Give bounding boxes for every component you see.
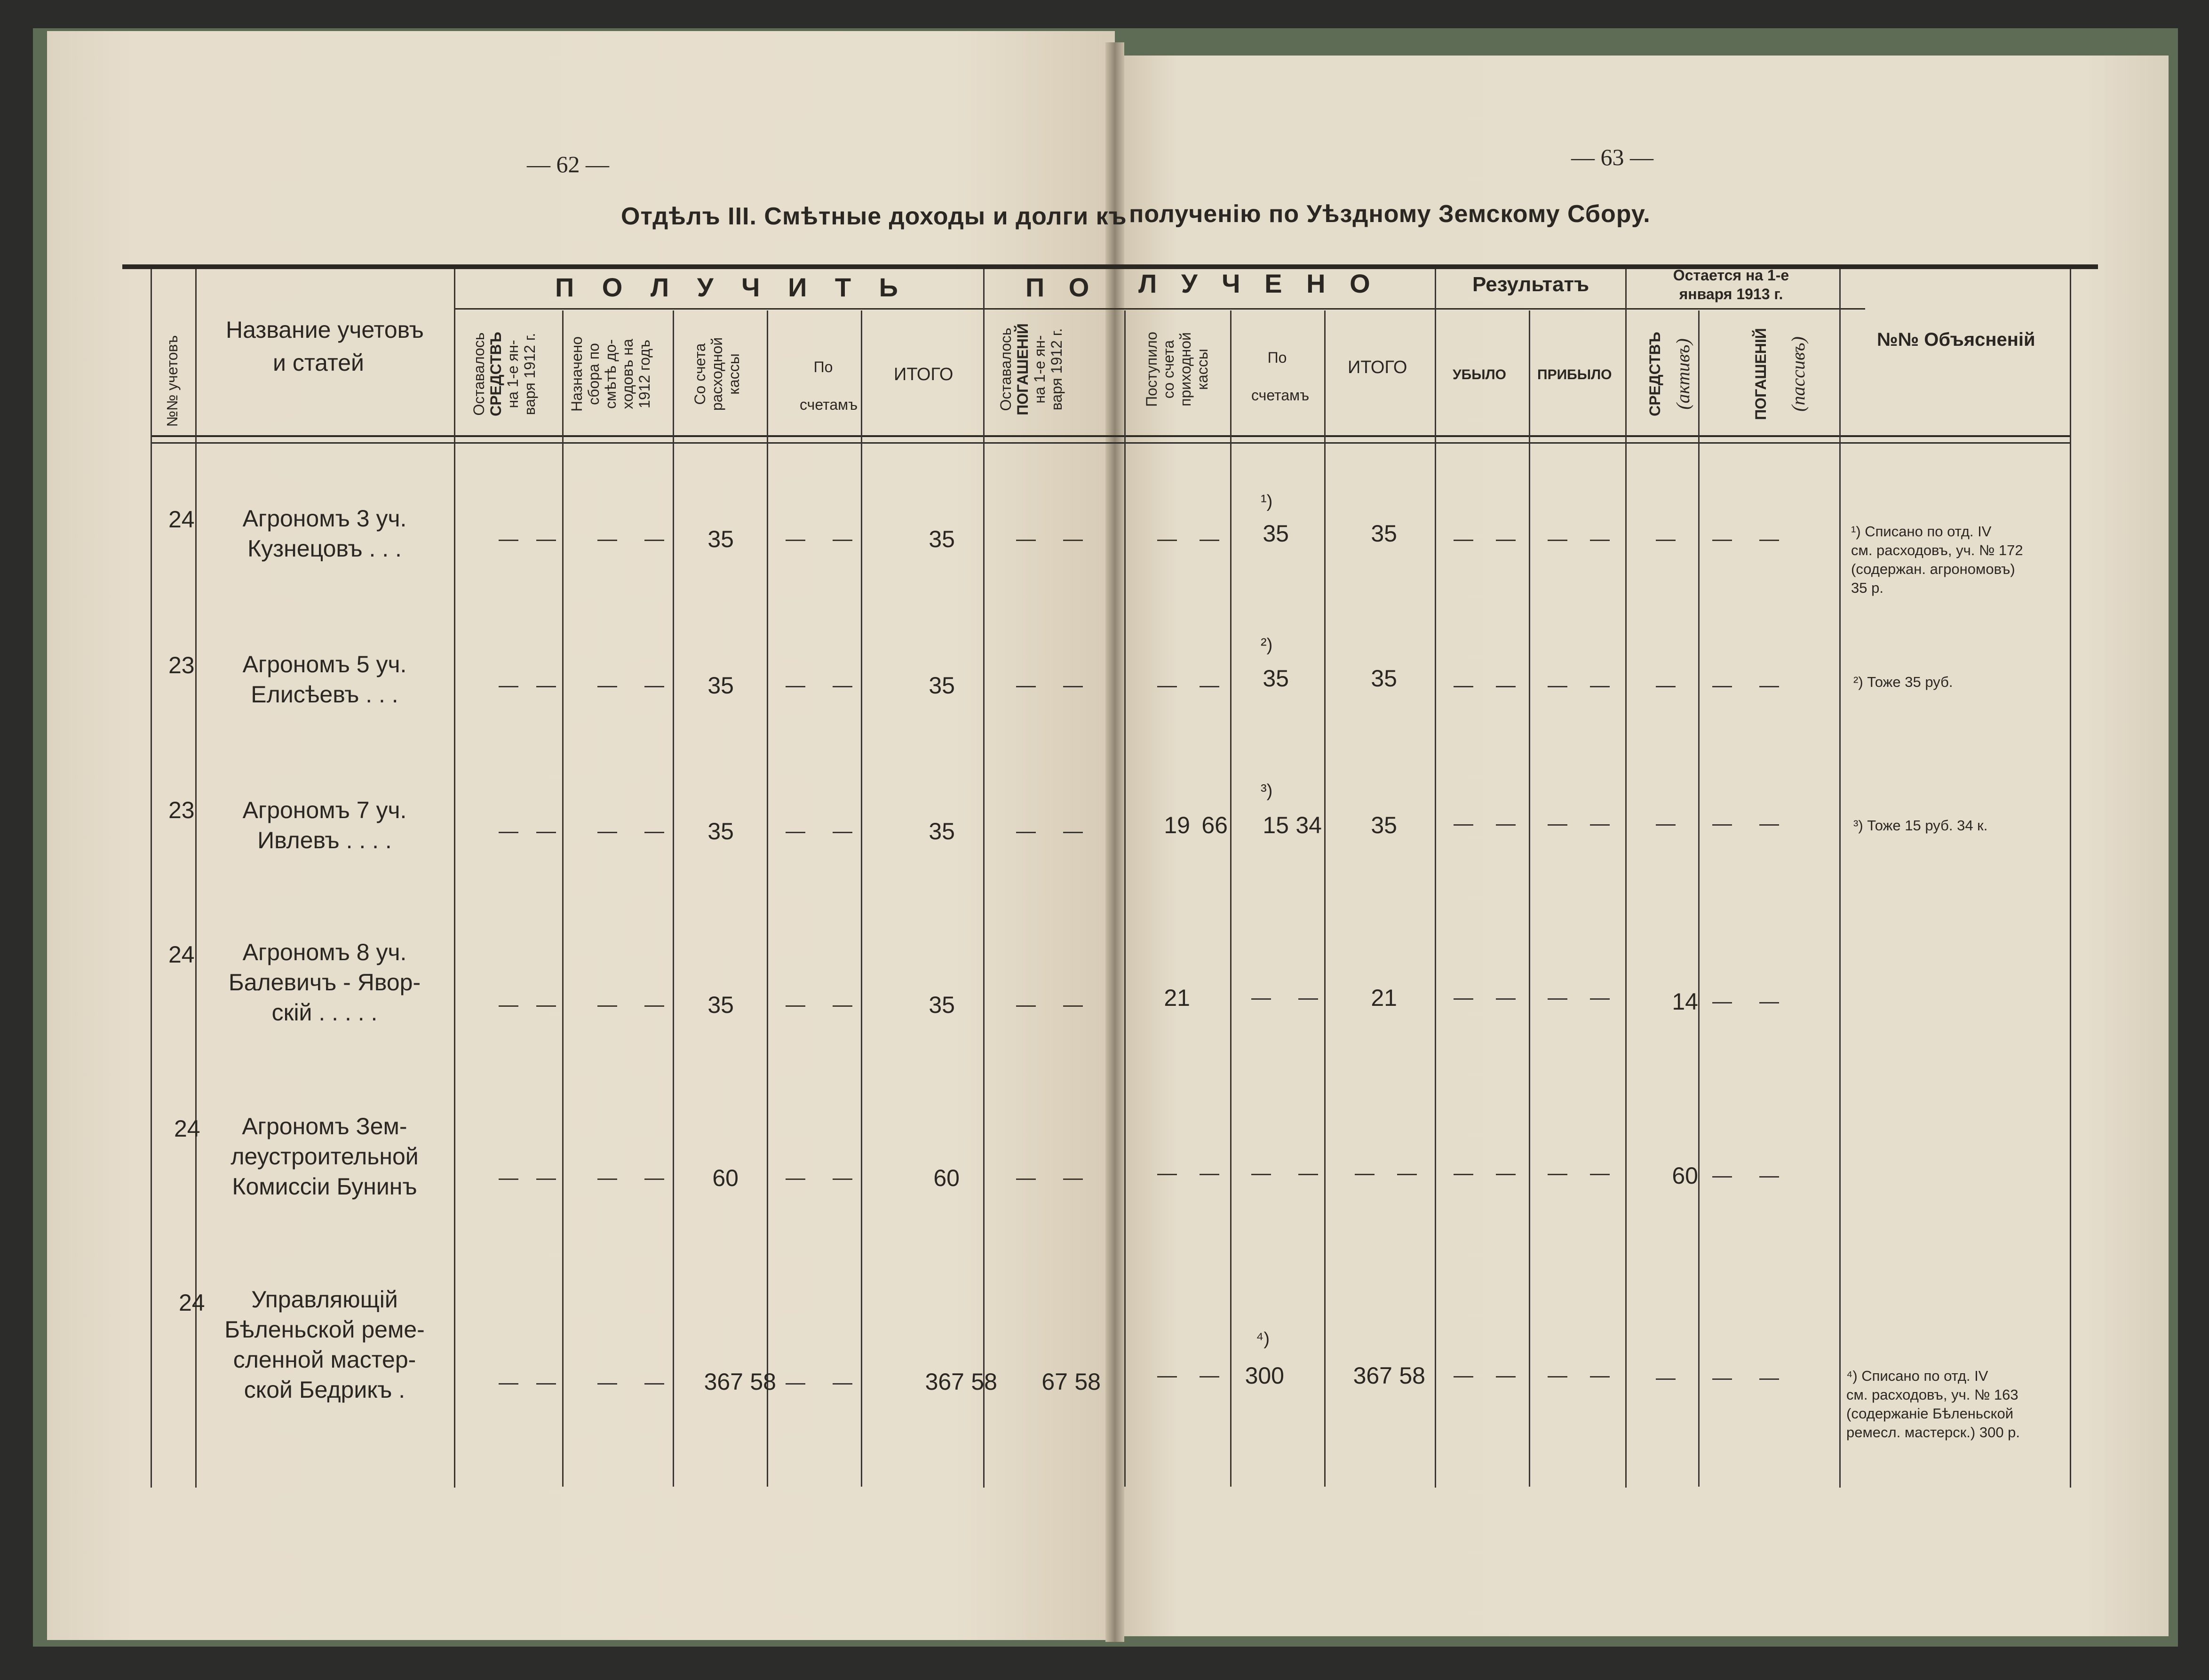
- empty-dash: [1712, 1176, 1732, 1178]
- col-rule: [1625, 269, 1627, 1488]
- empty-dash: [1063, 540, 1083, 541]
- empty-dash: [1656, 824, 1676, 826]
- empty-dash: [499, 1005, 518, 1007]
- empty-dash: [1157, 540, 1177, 541]
- row-total2: 35: [1371, 812, 1397, 838]
- header-remained-means: Оставалось СРЕДСТВЪ на 1-е ян- варя 1912 г.: [470, 332, 538, 416]
- page-number-left: — 62 —: [527, 151, 609, 177]
- header-assigned: Назначено сбора по смѣтѣ до- ходовъ на 1912 годъ: [568, 336, 653, 412]
- row-note: ¹) Списано по отд. IV см. расходовъ, уч. № 172 (содержан. агрономовъ) 35 р.: [1851, 523, 2023, 596]
- row-acct: 24: [168, 506, 195, 533]
- header-group-received-b: Л У Ч Е Н О: [1138, 269, 1379, 298]
- empty-dash: [499, 540, 518, 541]
- col-rule: [673, 311, 674, 1487]
- empty-dash: [499, 1383, 518, 1385]
- row-note: ³) Тоже 15 руб. 34 к.: [1853, 817, 1988, 834]
- empty-dash: [1251, 1174, 1271, 1175]
- table-right-border: [2070, 269, 2071, 1488]
- header-means: СРЕДСТВЪ: [1646, 332, 1663, 416]
- header-bottom-rule-2: [151, 442, 2070, 444]
- empty-dash: [1016, 540, 1036, 541]
- empty-dash: [1712, 686, 1732, 687]
- header-total-2: ИТОГО: [1348, 358, 1407, 377]
- row-cash: 60: [712, 1165, 739, 1191]
- empty-dash: [597, 1178, 617, 1180]
- row-name: Агрономъ 8 уч. Балевичъ - Явор- скій . . . . .: [228, 939, 421, 1026]
- row-cash: 35: [707, 992, 734, 1018]
- row-acct: 23: [168, 652, 195, 678]
- empty-dash: [1759, 540, 1779, 541]
- row-acct: 24: [179, 1290, 205, 1316]
- empty-dash: [786, 1383, 805, 1385]
- row-repay-kop: 58: [1074, 1369, 1101, 1395]
- empty-dash: [1496, 1174, 1516, 1175]
- col-rule: [454, 269, 455, 1488]
- empty-dash: [1590, 686, 1610, 687]
- empty-dash: [536, 1005, 556, 1007]
- empty-dash: [499, 832, 518, 833]
- empty-dash: [1712, 1378, 1732, 1380]
- empty-dash: [644, 1383, 664, 1385]
- header-name-line2: и статей: [273, 350, 364, 376]
- col-rule: [1529, 311, 1530, 1487]
- empty-dash: [1298, 1174, 1318, 1175]
- empty-dash: [499, 686, 518, 687]
- row-means: 14: [1672, 988, 1698, 1015]
- group-rule-1: [454, 308, 1865, 310]
- header-gain: ПРИБЫЛО: [1537, 367, 1612, 382]
- row-name: Агрономъ 3 уч. Кузнецовъ . . .: [242, 505, 407, 562]
- row-total2-kop: 58: [1399, 1362, 1425, 1389]
- empty-dash: [1548, 824, 1567, 826]
- empty-dash: [1548, 998, 1567, 1000]
- header-group-result: Результатъ: [1472, 273, 1589, 296]
- header-total-1: ИТОГО: [894, 365, 954, 384]
- empty-dash: [1656, 1378, 1676, 1380]
- empty-dash: [1063, 1178, 1083, 1180]
- empty-dash: [499, 1178, 518, 1180]
- row-cash: 35: [707, 672, 734, 699]
- empty-dash: [597, 540, 617, 541]
- empty-dash: [1454, 1376, 1473, 1377]
- row-income: 19: [1164, 812, 1190, 838]
- page-number-right: — 63 —: [1571, 144, 1653, 170]
- row-total2: 35: [1371, 520, 1397, 547]
- header-remained-repay: Оставалось ПОГАШЕНІЙ на 1-е ян- варя 1912 г.: [997, 323, 1065, 415]
- row-repay: 67: [1041, 1369, 1068, 1395]
- row-total1: 35: [929, 818, 955, 844]
- empty-dash: [1063, 832, 1083, 833]
- row-total1: 35: [929, 672, 955, 699]
- footnote-mark: ³): [1261, 781, 1273, 801]
- row-note: ⁴) Списано по отд. IV см. расходовъ, уч. № 163 (содержаніе Бѣленьской ремесл. мастерск.) 300 р.: [1846, 1368, 2020, 1441]
- row-by-acc: 15: [1263, 812, 1289, 838]
- header-bottom-rule: [151, 435, 2070, 437]
- empty-dash: [1496, 540, 1516, 541]
- empty-dash: [1063, 686, 1083, 687]
- header-notes: №№ Объясненій: [1877, 329, 2035, 350]
- row-by-acc-kop: 34: [1295, 812, 1322, 838]
- header-by-accounts-2: По счетамъ: [1251, 349, 1310, 404]
- row-acct: 24: [174, 1115, 200, 1142]
- empty-dash: [597, 1383, 617, 1385]
- empty-dash: [1454, 1174, 1473, 1175]
- footnote-mark: ¹): [1261, 492, 1273, 511]
- footnote-mark: ²): [1261, 635, 1273, 655]
- empty-dash: [1016, 832, 1036, 833]
- row-total2: 35: [1371, 665, 1397, 692]
- empty-dash: [1298, 998, 1318, 1000]
- empty-dash: [1157, 1376, 1177, 1377]
- header-by-accounts-1: По счетамъ: [800, 358, 858, 413]
- empty-dash: [833, 686, 852, 687]
- empty-dash: [536, 1178, 556, 1180]
- empty-dash: [1759, 1002, 1779, 1003]
- empty-dash: [1590, 540, 1610, 541]
- empty-dash: [644, 686, 664, 687]
- empty-dash: [1712, 1002, 1732, 1003]
- empty-dash: [1712, 824, 1732, 826]
- empty-dash: [1712, 540, 1732, 541]
- empty-dash: [1200, 1174, 1219, 1175]
- empty-dash: [597, 1005, 617, 1007]
- empty-dash: [1759, 1176, 1779, 1178]
- row-name: Агрономъ Зем- леустроительной Комиссіи Бунинъ: [230, 1113, 419, 1200]
- empty-dash: [1656, 686, 1676, 687]
- empty-dash: [833, 1178, 852, 1180]
- empty-dash: [786, 540, 805, 541]
- table-left-border: [151, 269, 152, 1488]
- col-rule: [767, 311, 768, 1487]
- row-by-acc: 35: [1263, 520, 1289, 547]
- row-total1: 367: [925, 1369, 964, 1395]
- header-group-receive: П О Л У Ч И Т Ь: [555, 272, 908, 302]
- empty-dash: [1590, 1376, 1610, 1377]
- empty-dash: [1454, 540, 1473, 541]
- header-repay: ПОГАШЕНІЙ: [1752, 328, 1769, 420]
- row-acct: 24: [168, 941, 195, 968]
- empty-dash: [1590, 998, 1610, 1000]
- row-name: Управляющій Бѣленьской реме- сленной мастер- ской Бедрикъ .: [224, 1286, 425, 1403]
- row-note: ²) Тоже 35 руб.: [1853, 674, 1953, 690]
- empty-dash: [833, 1005, 852, 1007]
- empty-dash: [1016, 1178, 1036, 1180]
- empty-dash: [1454, 686, 1473, 687]
- empty-dash: [1496, 998, 1516, 1000]
- empty-dash: [1496, 1376, 1516, 1377]
- empty-dash: [1157, 686, 1177, 687]
- empty-dash: [644, 540, 664, 541]
- section-title-left: Отдѣлъ III. Смѣтные доходы и долги къ: [621, 203, 1127, 230]
- empty-dash: [1397, 1174, 1417, 1175]
- empty-dash: [536, 686, 556, 687]
- empty-dash: [1251, 998, 1271, 1000]
- empty-dash: [833, 1383, 852, 1385]
- empty-dash: [1496, 824, 1516, 826]
- section-title-right: полученію по Уѣздному Земскому Сбору.: [1129, 200, 1651, 228]
- header-passive: (пассивъ): [1788, 336, 1809, 412]
- row-name: Агрономъ 7 уч. Ивлевъ . . . .: [242, 797, 407, 853]
- book-gutter: [1105, 42, 1124, 1642]
- col-rule: [1698, 311, 1700, 1487]
- header-group-received-a: П О: [1025, 272, 1098, 302]
- empty-dash: [1355, 1174, 1375, 1175]
- empty-dash: [1200, 540, 1219, 541]
- empty-dash: [786, 832, 805, 833]
- row-total1: 35: [929, 992, 955, 1018]
- header-name-line1: Название учетовъ: [226, 317, 424, 343]
- row-by-acc: 300: [1245, 1362, 1284, 1389]
- row-total2: 367: [1353, 1362, 1392, 1389]
- empty-dash: [1548, 1174, 1567, 1175]
- col-rule: [1324, 311, 1326, 1487]
- empty-dash: [1016, 686, 1036, 687]
- row-cash: 35: [707, 818, 734, 844]
- row-cash: 35: [707, 526, 734, 552]
- row-cash: 367: [704, 1369, 743, 1395]
- empty-dash: [1200, 1376, 1219, 1377]
- col-rule: [1124, 311, 1126, 1487]
- row-name: Агрономъ 5 уч. Елисѣевъ . . .: [242, 651, 407, 708]
- empty-dash: [1496, 686, 1516, 687]
- empty-dash: [1454, 824, 1473, 826]
- empty-dash: [1454, 998, 1473, 1000]
- row-acct: 23: [168, 797, 195, 823]
- row-total1: 60: [933, 1165, 960, 1191]
- empty-dash: [833, 832, 852, 833]
- empty-dash: [536, 540, 556, 541]
- col-rule: [1230, 311, 1232, 1487]
- empty-dash: [786, 686, 805, 687]
- row-total2: 21: [1371, 985, 1397, 1011]
- row-by-acc: 35: [1263, 665, 1289, 692]
- row-means: 60: [1672, 1162, 1698, 1189]
- empty-dash: [1759, 1378, 1779, 1380]
- empty-dash: [786, 1005, 805, 1007]
- empty-dash: [1200, 686, 1219, 687]
- header-cash: Со счета расходной кассы: [691, 337, 742, 411]
- empty-dash: [644, 1178, 664, 1180]
- empty-dash: [1590, 824, 1610, 826]
- empty-dash: [536, 832, 556, 833]
- col-rule: [983, 269, 985, 1488]
- empty-dash: [644, 1005, 664, 1007]
- empty-dash: [1759, 824, 1779, 826]
- empty-dash: [644, 832, 664, 833]
- col-rule: [1435, 269, 1436, 1488]
- empty-dash: [1063, 1005, 1083, 1007]
- empty-dash: [1759, 686, 1779, 687]
- row-cash-kop: 58: [750, 1369, 776, 1395]
- empty-dash: [1016, 1005, 1036, 1007]
- row-income: 21: [1164, 985, 1190, 1011]
- col-rule: [861, 311, 862, 1487]
- row-income-kop: 66: [1201, 812, 1228, 838]
- empty-dash: [536, 1383, 556, 1385]
- empty-dash: [597, 832, 617, 833]
- header-income-cash: Поступило со счета приходной кассы: [1143, 332, 1211, 407]
- footnote-mark: ⁴): [1256, 1329, 1270, 1349]
- col-rule: [1839, 269, 1841, 1488]
- empty-dash: [786, 1178, 805, 1180]
- empty-dash: [597, 686, 617, 687]
- header-acct-no: №№ учетовъ: [164, 335, 181, 427]
- empty-dash: [833, 540, 852, 541]
- empty-dash: [1548, 540, 1567, 541]
- empty-dash: [1590, 1174, 1610, 1175]
- header-loss: УБЫЛО: [1453, 367, 1506, 382]
- col-rule: [562, 311, 564, 1487]
- empty-dash: [1548, 1376, 1567, 1377]
- empty-dash: [1656, 540, 1676, 541]
- header-group-remains: Остается на 1-е января 1913 г.: [1673, 267, 1789, 303]
- empty-dash: [1157, 1174, 1177, 1175]
- row-total1: 35: [929, 526, 955, 552]
- row-total1-kop: 58: [971, 1369, 997, 1395]
- header-active: (активъ): [1672, 338, 1693, 410]
- empty-dash: [1548, 686, 1567, 687]
